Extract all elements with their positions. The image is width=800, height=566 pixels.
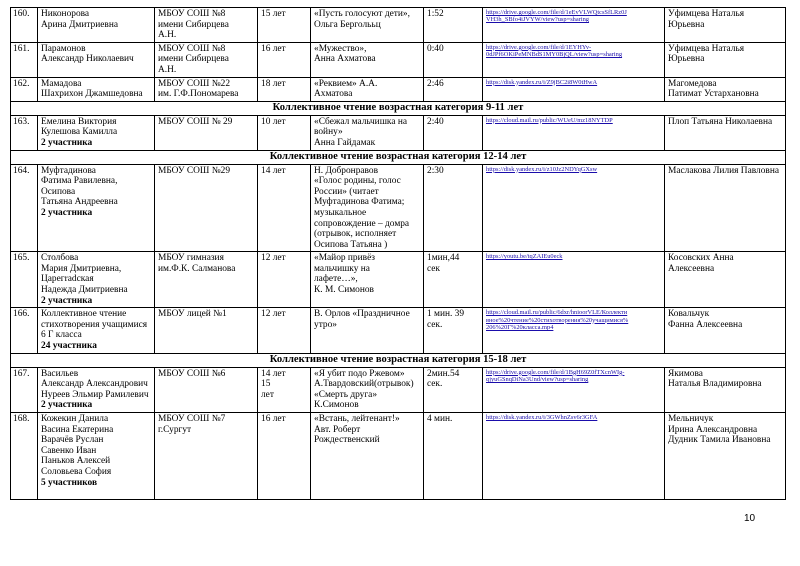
row-number: 165.	[11, 252, 38, 308]
school-cell-line: им. Г.Ф.Пономарева	[158, 89, 239, 100]
age-line: лет	[261, 389, 274, 400]
participant-cell-line: Васильев	[41, 368, 79, 379]
school-cell	[155, 308, 258, 353]
participant-cell-line: Коллективное чтение	[41, 309, 127, 320]
teacher-cell-line: Патимат Устархановна	[668, 89, 759, 100]
teacher-cell	[665, 115, 786, 150]
age-line: 14 лет	[261, 165, 286, 176]
link-cell-line[interactable]: https://youtu.be/tqZAIEu0eck	[486, 253, 563, 261]
link-cell-line[interactable]: https://cloud.mail.ru/public/WUeU/mz18NYTDP	[486, 116, 613, 124]
participant-cell-line: 6 Г класса	[41, 330, 82, 341]
school-cell-line: МБОУ СОШ №29	[158, 165, 231, 176]
age-cell	[258, 42, 311, 77]
work-cell-line: музыкальное	[314, 207, 367, 218]
participant-cell	[38, 8, 155, 43]
link-cell[interactable]	[483, 164, 665, 252]
participant-cell-line: Александр Николаевич	[41, 54, 134, 65]
school-cell	[155, 42, 258, 77]
duration-cell	[424, 8, 483, 43]
row-number: 162.	[11, 77, 38, 101]
age-line: 15	[261, 379, 271, 390]
school-cell-line: А.Н.	[158, 30, 177, 41]
duration-cell	[424, 164, 483, 252]
participant-cell	[38, 115, 155, 150]
work-cell-line: Н. Добронравов	[314, 165, 379, 176]
participant-cell-line: Варачёв Руслан	[41, 435, 104, 446]
work-cell-line: К. М. Симонов	[314, 285, 374, 296]
teacher-cell-line: Уфимцева Наталья Юрьевна	[668, 43, 745, 65]
school-cell-line: МБОУ гимназия	[158, 253, 224, 264]
teacher-cell-line: Магомедова	[668, 78, 717, 89]
teacher-cell	[665, 164, 786, 252]
work-cell-line: России» (читает	[314, 186, 379, 197]
participant-cell	[38, 164, 155, 252]
work-cell-line: Осипова Татьяна )	[314, 239, 388, 250]
participant-cell-line: Савенко Иван	[41, 445, 97, 456]
participant-cell	[38, 367, 155, 412]
teacher-cell-line: Ирина Александровна	[668, 424, 758, 435]
work-cell	[311, 367, 424, 412]
teacher-cell-line: Уфимцева Наталья Юрьевна	[668, 9, 745, 30]
work-cell-line: Ахматова	[314, 89, 353, 100]
teacher-cell	[665, 413, 786, 500]
link-cell-line[interactable]: 0dJPf6OKiPeMNBdS1MY0BjQL/view?usp=sharing	[486, 51, 623, 59]
work-cell-line: «Встань, лейтенант!»	[314, 414, 400, 424]
work-cell-line: Рождественский	[314, 435, 380, 446]
link-cell-line[interactable]: https://disk.yandex.ru/i/3GWhnZsv6r3GFA	[486, 414, 598, 421]
participant-count: 2 участника	[41, 295, 93, 306]
duration-cell-line: 2:30	[427, 165, 444, 176]
age-cell	[258, 164, 311, 252]
participant-cell-line: Осипова	[41, 186, 76, 197]
work-cell-line: Ольга Берголььц	[314, 19, 381, 30]
school-cell-line: г.Сургут	[158, 424, 192, 435]
participant-cell	[38, 308, 155, 353]
participant-count: 2 участника	[41, 207, 93, 218]
school-cell	[155, 252, 258, 308]
duration-cell	[424, 308, 483, 353]
table-row	[11, 252, 786, 308]
school-cell	[155, 77, 258, 101]
link-cell-line[interactable]: https://disk.yandex.ru/i/z10Jz2NDYqGXsw	[486, 165, 598, 173]
link-cell[interactable]	[483, 413, 665, 500]
work-cell-line: Авт. Роберт	[314, 424, 361, 435]
age-line: 18 лет	[261, 78, 286, 89]
link-cell-line[interactable]: VH3h_SBfo4iJVYW/view?usp=sharing	[486, 16, 590, 24]
teacher-cell-line: Дудник Тамила Ивановна	[668, 435, 771, 446]
work-cell-line: «Сбежал мальчишка на	[314, 116, 408, 127]
participant-count: 5 участников	[41, 477, 98, 488]
table-row	[11, 115, 786, 150]
participant-cell-line: Кожекин Данила	[41, 414, 109, 424]
teacher-cell-line: Наталья Владимировна	[668, 379, 762, 390]
duration-cell	[424, 77, 483, 101]
school-cell-line: МБОУ СОШ № 29	[158, 116, 233, 127]
duration-cell-line: 2мин.54	[427, 368, 460, 379]
participant-cell-line: Фатима Равилевна,	[41, 176, 118, 187]
link-cell-line[interactable]: qjyuGSnqDiNa3Und/view?usp=sharing	[486, 376, 589, 384]
teacher-cell	[665, 308, 786, 353]
participant-count: 2 участника	[41, 137, 93, 148]
teacher-cell	[665, 42, 786, 77]
participants-table	[10, 7, 786, 500]
row-number: 160.	[11, 8, 38, 43]
section-title: Коллективное чтение возрастная категория 15-18 лет	[11, 353, 786, 367]
school-cell	[155, 367, 258, 412]
section-header-row	[11, 150, 786, 164]
section-header-row	[11, 101, 786, 115]
participant-cell-line: Арина Дмитриевна	[41, 19, 119, 30]
link-cell[interactable]	[483, 115, 665, 150]
age-cell	[258, 413, 311, 500]
school-cell	[155, 115, 258, 150]
participant-cell-line: Надежда Дмитриевна	[41, 285, 128, 296]
duration-cell	[424, 115, 483, 150]
participant-cell-line: Кулешова Камилла	[41, 127, 118, 138]
school-cell-line: имени Сибирцева	[158, 54, 229, 65]
teacher-cell-line: Ковальчук	[668, 309, 710, 320]
school-cell-line: МБОУ СОШ №22	[158, 78, 231, 89]
work-cell	[311, 308, 424, 353]
duration-cell-line: сек.	[427, 319, 443, 330]
row-number: 168.	[11, 413, 38, 500]
age-cell	[258, 115, 311, 150]
participant-cell-line: Столбова	[41, 253, 79, 264]
teacher-cell-line: Маслакова Лилия Павловна	[668, 165, 780, 176]
participant-cell-line: Емелина Виктория	[41, 116, 117, 127]
age-cell	[258, 367, 311, 412]
teacher-cell	[665, 8, 786, 43]
work-cell-line: сопровождение – домра	[314, 218, 410, 229]
age-line: 12 лет	[261, 309, 286, 320]
participant-count: 2 участника	[41, 400, 93, 411]
work-cell-line: «Мужество»,	[314, 43, 367, 54]
link-cell[interactable]	[483, 77, 665, 101]
row-number: 163.	[11, 115, 38, 150]
school-cell	[155, 413, 258, 500]
school-cell	[155, 164, 258, 252]
work-cell-line: «Голос родины, голос	[314, 176, 401, 187]
work-cell-line: лафете…»,	[314, 274, 358, 285]
age-line: 15 лет	[261, 9, 286, 19]
work-cell-line: Анна Ахматова	[314, 54, 376, 65]
work-cell	[311, 164, 424, 252]
participant-cell-line: Царегradская	[41, 274, 94, 285]
age-line: 14 лет	[261, 368, 286, 379]
link-cell-line[interactable]: https://cloud.mail.ru/public/6dxr/hnioorVLE/Коллекти	[486, 309, 628, 317]
work-cell-line: «Я убит подо Ржевом»	[314, 368, 405, 379]
duration-cell	[424, 413, 483, 500]
row-number: 167.	[11, 367, 38, 412]
participant-cell	[38, 42, 155, 77]
school-cell-line: им.Ф.К. Салманова	[158, 263, 236, 274]
link-cell-line[interactable]: https://disk.yandex.ru/i/Z9jBC2i8W0tHwA	[486, 78, 598, 86]
link-cell[interactable]	[483, 367, 665, 412]
work-cell-line: К.Симонов	[314, 400, 359, 411]
participant-cell	[38, 413, 155, 500]
school-cell-line: МБОУ СОШ №8	[158, 43, 226, 54]
teacher-cell	[665, 252, 786, 308]
duration-cell-line: 2:46	[427, 78, 444, 89]
link-cell[interactable]	[483, 308, 665, 353]
age-cell	[258, 308, 311, 353]
age-line: 16 лет	[261, 43, 286, 54]
row-number: 164.	[11, 164, 38, 252]
participant-cell-line: Васина Екатерина	[41, 424, 114, 435]
section-title: Коллективное чтение возрастная категория 9-11 лет	[11, 101, 786, 115]
work-cell-line: «Реквием» А.А.	[314, 78, 378, 89]
work-cell	[311, 252, 424, 308]
row-number: 166.	[11, 308, 38, 353]
duration-cell	[424, 252, 483, 308]
work-cell	[311, 8, 424, 43]
work-cell-line: войну»	[314, 127, 343, 138]
table-row	[11, 164, 786, 252]
link-cell-line[interactable]: https://drive.google.com/file/d/1eEvVLWQtcsSfLRz0J	[486, 9, 627, 16]
duration-cell	[424, 42, 483, 77]
link-cell[interactable]	[483, 8, 665, 43]
participant-cell-line: Никонорова	[41, 9, 90, 19]
age-cell	[258, 8, 311, 43]
school-cell-line: МБОУ СОШ №8	[158, 9, 226, 19]
table-row	[11, 77, 786, 101]
work-cell-line: утро»	[314, 319, 337, 330]
age-line: 10 лет	[261, 116, 286, 127]
participant-cell-line: Паньков Алексей	[41, 456, 111, 467]
school-cell-line: А.Н.	[158, 64, 177, 75]
participant-cell	[38, 77, 155, 101]
link-cell-line[interactable]: 206%20Г%20класса.mp4	[486, 324, 554, 332]
school-cell-line: МБОУ СОШ №6	[158, 368, 226, 379]
school-cell-line: МБОУ СОШ №7	[158, 414, 226, 424]
teacher-cell-line: Якимова	[668, 368, 703, 379]
teacher-cell-line: Косовских Анна Алексеевна	[668, 253, 734, 274]
participant-cell-line: Александр Александрович	[41, 379, 148, 390]
work-cell-line: Муфтадинова Фатима;	[314, 197, 405, 208]
row-number: 161.	[11, 42, 38, 77]
age-cell	[258, 77, 311, 101]
participant-cell-line: Татьяна Андреевна	[41, 197, 118, 208]
work-cell-line: (отрывок, исполняет	[314, 229, 397, 240]
teacher-cell	[665, 77, 786, 101]
school-cell-line: МБОУ лицей №1	[158, 309, 227, 320]
work-cell-line: В. Орлов «Праздничное	[314, 309, 410, 320]
duration-cell-line: 1 мин. 39	[427, 309, 465, 320]
work-cell	[311, 77, 424, 101]
teacher-cell-line: Мельничук	[668, 414, 714, 424]
section-header-row	[11, 353, 786, 367]
participant-cell-line: Мария Дмитриевна,	[41, 263, 122, 274]
table-row	[11, 367, 786, 412]
age-line: 12 лет	[261, 253, 286, 264]
work-cell-line: Анна Гайдамак	[314, 137, 376, 148]
duration-cell	[424, 367, 483, 412]
link-cell[interactable]	[483, 42, 665, 77]
participant-cell-line: Соловьева София	[41, 466, 112, 477]
duration-cell-line: 0:40	[427, 43, 444, 54]
age-cell	[258, 252, 311, 308]
duration-cell-line: 1:52	[427, 9, 444, 19]
work-cell-line: «Майор привёз	[314, 253, 375, 264]
work-cell	[311, 42, 424, 77]
section-title: Коллективное чтение возрастная категория 12-14 лет	[11, 150, 786, 164]
table-row	[11, 413, 786, 500]
work-cell-line: А.Твардовский(отрывок)	[314, 379, 414, 390]
table-row	[11, 8, 786, 43]
participant-count: 24 участника	[41, 341, 97, 352]
duration-cell-line: 1мин,44	[427, 253, 460, 264]
participant-cell-line: Нуреев Эльмир Рамилевич	[41, 389, 149, 400]
teacher-cell	[665, 367, 786, 412]
link-cell-line[interactable]: https://drive.google.com/file/d/1EYHYv-	[486, 43, 592, 51]
duration-cell-line: сек.	[427, 379, 443, 390]
link-cell-line[interactable]: https://drive.google.com/file/d/1BgH69Z0fTXcnWIg-	[486, 368, 625, 376]
duration-cell-line: 2:40	[427, 116, 444, 127]
table-body	[11, 8, 786, 500]
duration-cell-line: 4 мин.	[427, 414, 453, 424]
link-cell-line[interactable]: вное%20чтение%20стихотворения%20учащимися%	[486, 316, 629, 324]
table-row	[11, 42, 786, 77]
duration-cell-line: сек	[427, 263, 440, 274]
participant-cell-line: Парамонов	[41, 43, 86, 54]
teacher-cell-line: Фанна Алексеевна	[668, 319, 743, 330]
participant-cell-line: Муфтадинова	[41, 165, 96, 176]
participant-cell	[38, 252, 155, 308]
table-row	[11, 308, 786, 353]
school-cell-line: имени Сибирцева	[158, 19, 229, 30]
page-number: 10	[744, 513, 756, 524]
work-cell-line: «Смерть друга»	[314, 389, 378, 400]
work-cell-line: «Пусть голосуют дети»,	[314, 9, 410, 19]
work-cell	[311, 413, 424, 500]
work-cell	[311, 115, 424, 150]
participant-cell-line: Мамадова	[41, 78, 82, 89]
work-cell-line: мальчишку на	[314, 263, 370, 274]
participant-cell-line: стихотворения учащимися	[41, 319, 148, 330]
age-line: 16 лет	[261, 414, 286, 424]
school-cell	[155, 8, 258, 43]
teacher-cell-line: Плоп Татьяна Николаевна	[668, 116, 773, 127]
participant-cell-line: Шахрихон Джамшедовна	[41, 89, 143, 100]
link-cell[interactable]	[483, 252, 665, 308]
